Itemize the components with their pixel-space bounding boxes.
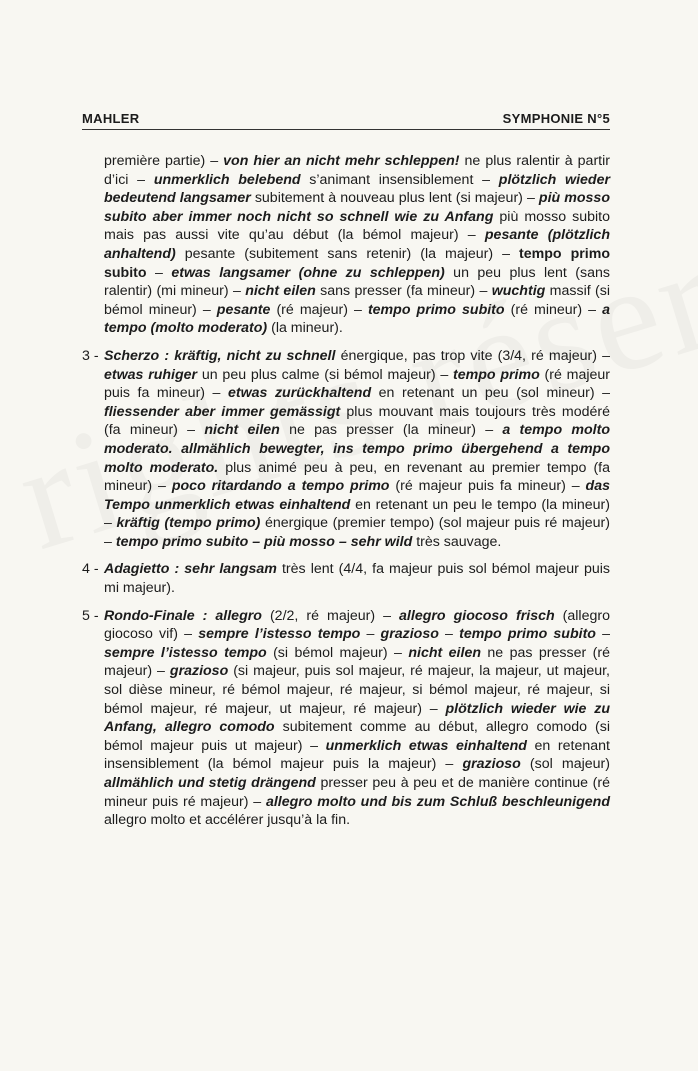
french-translation-text: pesante (subitement sans retenir) (la majeur) – (175, 245, 520, 262)
french-translation-text: (2/2, ré majeur) – (261, 607, 400, 624)
tempo-marking: grazioso (169, 663, 229, 680)
french-translation-text: très sauvage. (412, 533, 502, 550)
french-translation-text: (la mineur). (267, 320, 343, 337)
french-translation-text: – (146, 264, 172, 281)
header-composer: MAHLER (82, 111, 140, 126)
french-translation-text: (allegro giocoso vif) – (104, 607, 610, 643)
tempo-marking: grazioso (462, 756, 521, 773)
tempo-marking: pesante (plötzlich anhaltend) (104, 227, 610, 262)
tempo-marking: unmerklich etwas einhaltend (325, 737, 527, 754)
tempo-marking: kräftig (tempo primo) (116, 515, 261, 532)
tempo-marking: poco ritardando a tempo primo (171, 478, 390, 495)
tempo-marking: tempo primo subito – più mosso – sehr wild (115, 533, 413, 550)
tempo-marking: nicht eilen (204, 422, 280, 439)
french-translation-text: allegro molto et accélérer jusqu’à la fin. (104, 812, 351, 829)
tempo-marking: tempo primo subito (367, 301, 505, 318)
french-translation-text: (ré mineur) – (504, 301, 603, 318)
tempo-marking: allegro molto und bis zum Schluß beschleunigend (265, 793, 610, 810)
tempo-marking: pesante (216, 301, 271, 318)
tempo-marking: fliessender aber immer gemässigt (104, 403, 341, 420)
french-translation-text: s’animant insensiblement – (300, 171, 499, 188)
tempo-marking: etwas langsamer (ohne zu schleppen) (171, 264, 445, 281)
french-translation-text: ne pas presser (ré majeur) – (104, 644, 610, 680)
tempo-marking: unmerklich belebend (153, 171, 301, 188)
tempo-marking: das Tempo unmerklich etwas einhaltend (104, 478, 610, 513)
french-translation-text: très lent (4/4, fa majeur puis sol bémol majeur puis mi majeur). (104, 561, 610, 597)
french-translation-text: subitement à nouveau plus lent (si majeur) – (250, 190, 539, 207)
french-translation-text: (ré majeur puis fa mineur) – (389, 478, 586, 495)
french-translation-text: (ré majeur) – (270, 301, 368, 318)
french-translation-text: – (360, 626, 381, 643)
tempo-marking: plötzlich wieder wie zu Anfang, allegro comodo (104, 700, 610, 736)
french-translation-text: plus animé peu à peu, en revenant au premier tempo (fa mineur) – (104, 459, 611, 495)
french-translation-text: presser peu à peu et de manière continue (ré mineur puis ré majeur) – (104, 775, 610, 810)
tempo-marking: sempre l’istesso tempo (198, 626, 361, 643)
tempo-marking: sempre l’istesso tempo (104, 644, 267, 661)
french-translation-text: en retenant insensiblement (la bémol majeur puis la majeur) – (104, 737, 610, 773)
french-translation-text: più mosso subito mais pas aussi vite qu’au début (la bémol majeur) – (104, 208, 610, 244)
french-translation-text: ne plus ralentir à partir d’ici – (104, 153, 610, 188)
tempo-marking: tempo primo subito (104, 245, 610, 281)
french-translation-text: un peu plus calme (si bémol majeur) – (197, 366, 453, 383)
movement-paragraph (82, 607, 610, 830)
tempo-marking: Adagietto : sehr langsam (104, 561, 277, 578)
french-translation-text: énergique, pas trop vite (3/4, ré majeur) – (335, 347, 610, 364)
movement-paragraph (82, 347, 610, 552)
movement-list (82, 152, 610, 830)
tempo-marking: tempo primo (452, 366, 540, 383)
french-translation-text: en retenant un peu (sol mineur) – (371, 385, 610, 402)
tempo-marking: von hier an nicht mehr schleppen! (223, 153, 460, 169)
movement-number: 5 - (82, 607, 99, 624)
french-translation-text: (sol majeur) (520, 756, 610, 773)
tempo-marking: Rondo-Finale : allegro (104, 607, 262, 624)
french-translation-text: (si majeur, puis sol majeur, ré majeur, la majeur, ut majeur, sol dièse mineur, ré bémol majeur, ré majeur, si bémol majeur, ré majeur, si bémol majeur, ré majeur, ut majeur, ré majeur) – (104, 663, 610, 717)
french-translation-text: un peu plus lent (sans ralentir) (mi mineur) – (104, 264, 610, 300)
french-translation-text: ne pas presser (la mineur) – (279, 422, 503, 439)
tempo-marking: etwas zurückhaltend (227, 385, 372, 402)
french-translation-text: sans presser (fa mineur) – (315, 283, 492, 300)
tempo-marking: a tempo molto moderato. allmählich bewegter, ins tempo primo übergehend a tempo molto moderato. (104, 422, 610, 476)
french-translation-text: première partie) – (104, 153, 224, 169)
movement-number: 3 - (82, 347, 99, 364)
tempo-marking: a tempo (molto moderato) (104, 301, 610, 337)
french-translation-text: en retenant un peu le tempo (la mineur) – (104, 496, 610, 532)
tempo-marking: nicht eilen (408, 644, 481, 661)
tempo-marking: plötzlich wieder bedeutend langsamer (104, 171, 611, 207)
tempo-marking: allmählich und stetig drängend (104, 775, 316, 791)
french-translation-text: (ré majeur puis fa mineur) – (104, 366, 610, 402)
french-translation-text: massif (si bémol mineur) – (104, 283, 610, 318)
tempo-marking: tempo primo subito (459, 626, 596, 643)
tempo-marking: wuchtig (491, 283, 546, 300)
movement-paragraph (82, 560, 610, 597)
tempo-marking: allegro giocoso frisch (399, 607, 555, 624)
tempo-marking: Scherzo : kräftig, nicht zu schnell (104, 347, 336, 364)
tempo-marking: nicht eilen (245, 283, 316, 300)
french-translation-text: énergique (premier tempo) (sol majeur puis ré majeur) – (104, 515, 610, 550)
french-translation-text: subitement comme au début, allegro comodo (si bémol majeur puis ut majeur) – (104, 719, 611, 754)
tempo-marking: più mosso subito aber immer noch nicht so schnell wie zu Anfang (104, 190, 610, 225)
tempo-marking: etwas ruhiger (104, 366, 198, 383)
french-translation-text: – (595, 626, 611, 643)
french-translation-text: plus mouvant mais toujours très modéré (fa mineur) – (104, 403, 610, 439)
movement-number: 4 - (82, 561, 99, 578)
french-translation-text: (si bémol majeur) – (266, 644, 409, 661)
movement-paragraph (82, 152, 610, 338)
running-header (82, 111, 610, 130)
header-work-title: SYMPHONIE N°5 (502, 111, 610, 126)
french-translation-text: – (438, 626, 460, 643)
tempo-marking: grazioso (380, 626, 439, 643)
